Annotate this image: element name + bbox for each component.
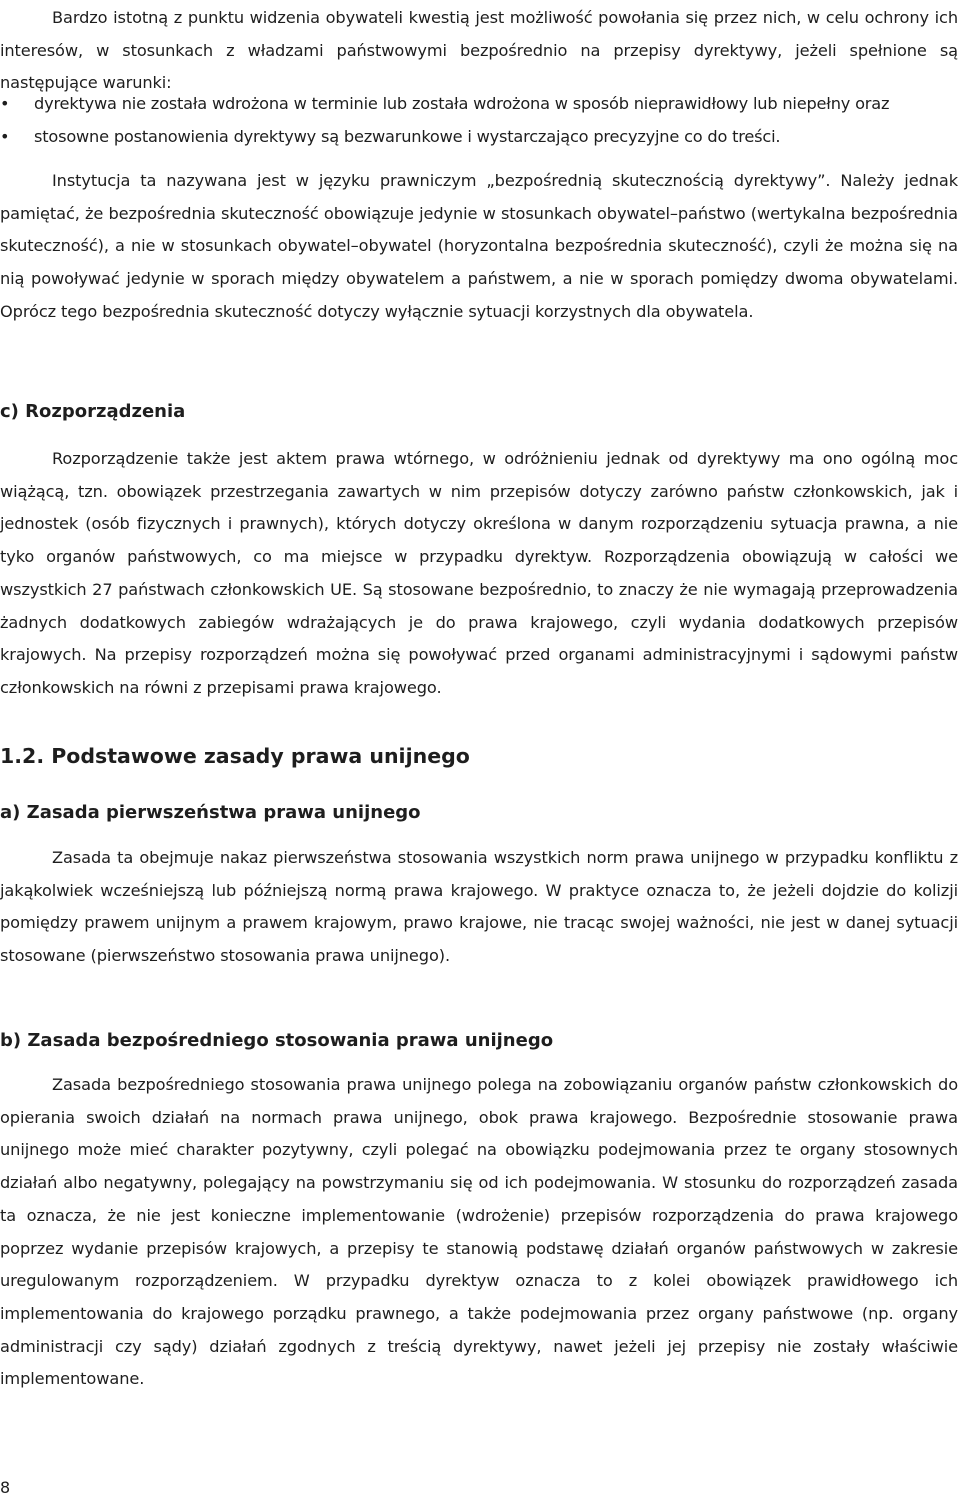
- page-number: 8: [0, 1478, 11, 1497]
- direct-effect-paragraph: Instytucja ta nazywana jest w języku prawniczym „bezpośrednią skutecznością dyrektywy”. Należy jednak pamiętać, że bezpośrednia skuteczność obowiązuje jedynie w stosunkach obywatel–państwo (wertykalna bezpośrednia skuteczność), a nie w stosunkach obywatel–obywatel (horyzontalna bezpośrednia skuteczność), czyli że można się na nią powoływać jedynie w sporach między obywatelem a państwem, a nie w sporach pomiędzy dwoma obywatelami. Oprócz tego bezpośrednia skuteczność dotyczy wyłącznie sytuacji korzystnych dla obywatela.: [0, 171, 958, 321]
- bullet-marker: •: [0, 127, 10, 146]
- intro-paragraph: Bardzo istotną z punktu widzenia obywateli kwestią jest możliwość powołania się przez nich, w celu ochrony ich interesów, w stosunkach z władzami państwowymi bezpośrednio na przepisy dyrektywy, jeżeli spełnione są następujące warunki:: [0, 8, 958, 93]
- chapter-heading: 1.2. Podstawowe zasady prawa unijnego: [0, 744, 470, 768]
- section-heading-primacy: a) Zasada pierwszeństwa prawa unijnego: [0, 802, 421, 823]
- section-heading-regulations: c) Rozporządzenia: [0, 401, 186, 422]
- primacy-paragraph: Zasada ta obejmuje nakaz pierwszeństwa stosowania wszystkich norm prawa unijnego w przypadku konfliktu z jakąkolwiek wcześniejszą lub późniejszą normą prawa krajowego. W praktyce oznacza to, że jeżeli dojdzie do kolizji pomiędzy prawem unijnym a prawem krajowym, prawo krajowe, nie tracąc swojej ważności, nie jest w danej sytuacji stosowane (pierwszeństwo stosowania prawa unijnego).: [0, 848, 958, 966]
- bullet-text: stosowne postanowienia dyrektywy są bezwarunkowe i wystarczająco precyzyjne co do treści.: [34, 127, 781, 146]
- section-heading-direct-application: b) Zasada bezpośredniego stosowania prawa unijnego: [0, 1030, 554, 1051]
- bullet-marker: •: [0, 94, 10, 113]
- direct-application-paragraph: Zasada bezpośredniego stosowania prawa unijnego polega na zobowiązaniu organów państw członkowskich do opierania swoich działań na normach prawa unijnego, obok prawa krajowego. Bezpośrednie stosowanie prawa unijnego może mieć charakter pozytywny, czyli polegać na obowiązku podejmowania przez te organy stosownych działań albo negatywny, polegający na powstrzymaniu się od ich podejmowania. W stosunku do rozporządzeń zasada ta oznacza, że nie jest konieczne implementowanie (wdrożenie) przepisów rozporządzenia do prawa krajowego poprzez wydanie przepisów krajowych, a przepisy te stanowią podstawę działań organów państwowych w zakresie uregulowanym rozporządzeniem. W przypadku dyrektyw oznacza to z kolei obowiązek prawidłowego ich implementowania do krajowego porządku prawnego, a także podejmowania przez organy państwowe (np. organy administracji czy sądy) działań zgodnych z treścią dyrektywy, nawet jeżeli jej przepisy nie zostały właściwie implementowane.: [0, 1075, 958, 1389]
- bullet-text: dyrektywa nie została wdrożona w terminie lub została wdrożona w sposób nieprawidłowy lub niepełny oraz: [34, 94, 890, 113]
- regulations-paragraph: Rozporządzenie także jest aktem prawa wtórnego, w odróżnieniu jednak od dyrektywy ma ono ogólną moc wiążącą, tzn. obowiązek przestrzegania zawartych w nim przepisów dotyczy zarówno państw członkowskich, jak i jednostek (osób fizycznych i prawnych), których dotyczy określona w danym rozporządzeniu sytuacja prawna, a nie tyko organów państwowych, co ma miejsce w przypadku dyrektyw. Rozporządzenia obowiązują w całości we wszystkich 27 państwach członkowskich UE. Są stosowane bezpośrednio, to znaczy że nie wymagają przeprowadzenia żadnych dodatkowych zabiegów wdrażających je do prawa krajowego, czyli wydania dodatkowych przepisów krajowych. Na przepisy rozporządzeń można się powoływać przed organami administracyjnymi i sądowymi państw członkowskich na równi z przepisami prawa krajowego.: [0, 449, 958, 697]
